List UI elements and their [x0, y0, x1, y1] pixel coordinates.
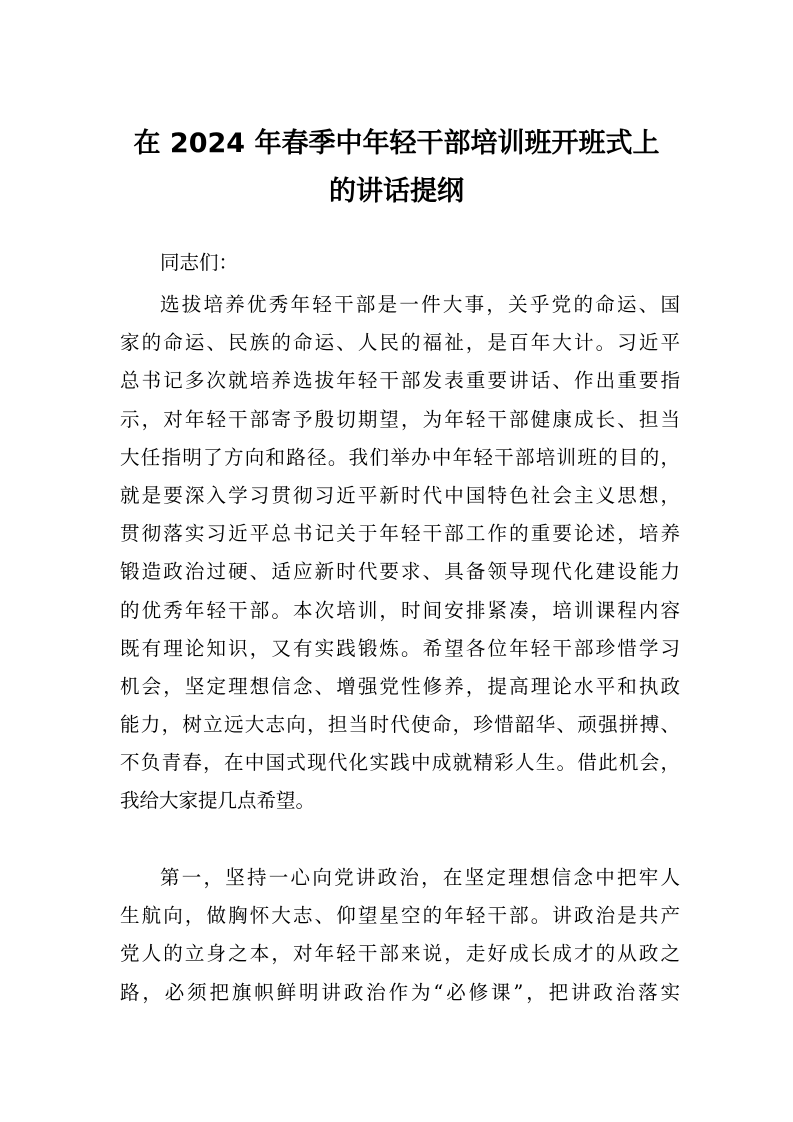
paragraph-line: 总书记多次就培养选拔年轻干部发表重要讲话、作出重要指 — [120, 369, 680, 393]
paragraph-line: 锻造政治过硬、适应新时代要求、具备领导现代化建设能力 — [120, 560, 680, 584]
paragraph-line: 我给大家提几点希望。 — [120, 789, 316, 813]
paragraph-line: 选拔培养优秀年轻干部是一件大事，关乎党的命运、国 — [160, 293, 680, 316]
paragraph-line: 党人的立身之本，对年轻干部来说，走好成长成才的从政之 — [120, 942, 680, 966]
paragraph-line: 示，对年轻干部寄予殷切期望，为年轻干部健康成长、担当 — [120, 407, 680, 431]
paragraph-line: 就是要深入学习贯彻习近平新时代中国特色社会主义思想， — [120, 483, 680, 507]
paragraph-line: 不负青春，在中国式现代化实践中成就精彩人生。借此机会， — [120, 751, 680, 775]
paragraph-1 — [120, 286, 680, 821]
document-title-line-1: 在 2024 年春季中年轻干部培训班开班式上 — [133, 128, 660, 159]
paragraph-line: 机会，坚定理想信念、增强党性修养，提高理论水平和执政 — [120, 674, 680, 698]
paragraph-line: 第一，坚持一心向党讲政治，在坚定理想信念中把牢人 — [160, 866, 680, 889]
paragraph-line: 的优秀年轻干部。本次培训，时间安排紧凑，培训课程内容 — [120, 598, 680, 622]
salutation: 同志们： — [160, 251, 239, 274]
document-title-line-2: 的讲话提纲 — [329, 176, 464, 207]
paragraph-line: 家的命运、民族的命运、人民的福祉，是百年大计。习近平 — [120, 331, 680, 355]
paragraph-line: 大任指明了方向和路径。我们举办中年轻干部培训班的目的， — [120, 445, 680, 469]
paragraph-2 — [120, 859, 680, 1012]
paragraph-line: 既有理论知识，又有实践锻炼。希望各位年轻干部珍惜学习 — [120, 636, 680, 660]
paragraph-line: 能力，树立远大志向，担当时代使命，珍惜韶华、顽强拼搏、 — [120, 713, 680, 737]
paragraph-line: 贯彻落实习近平总书记关于年轻干部工作的重要论述，培养 — [120, 522, 680, 546]
paragraph-line: 生航向，做胸怀大志、仰望星空的年轻干部。讲政治是共产 — [120, 904, 680, 928]
paragraph-line: 路，必须把旗帜鲜明讲政治作为“必修课”，把讲政治落实 — [120, 980, 680, 1004]
